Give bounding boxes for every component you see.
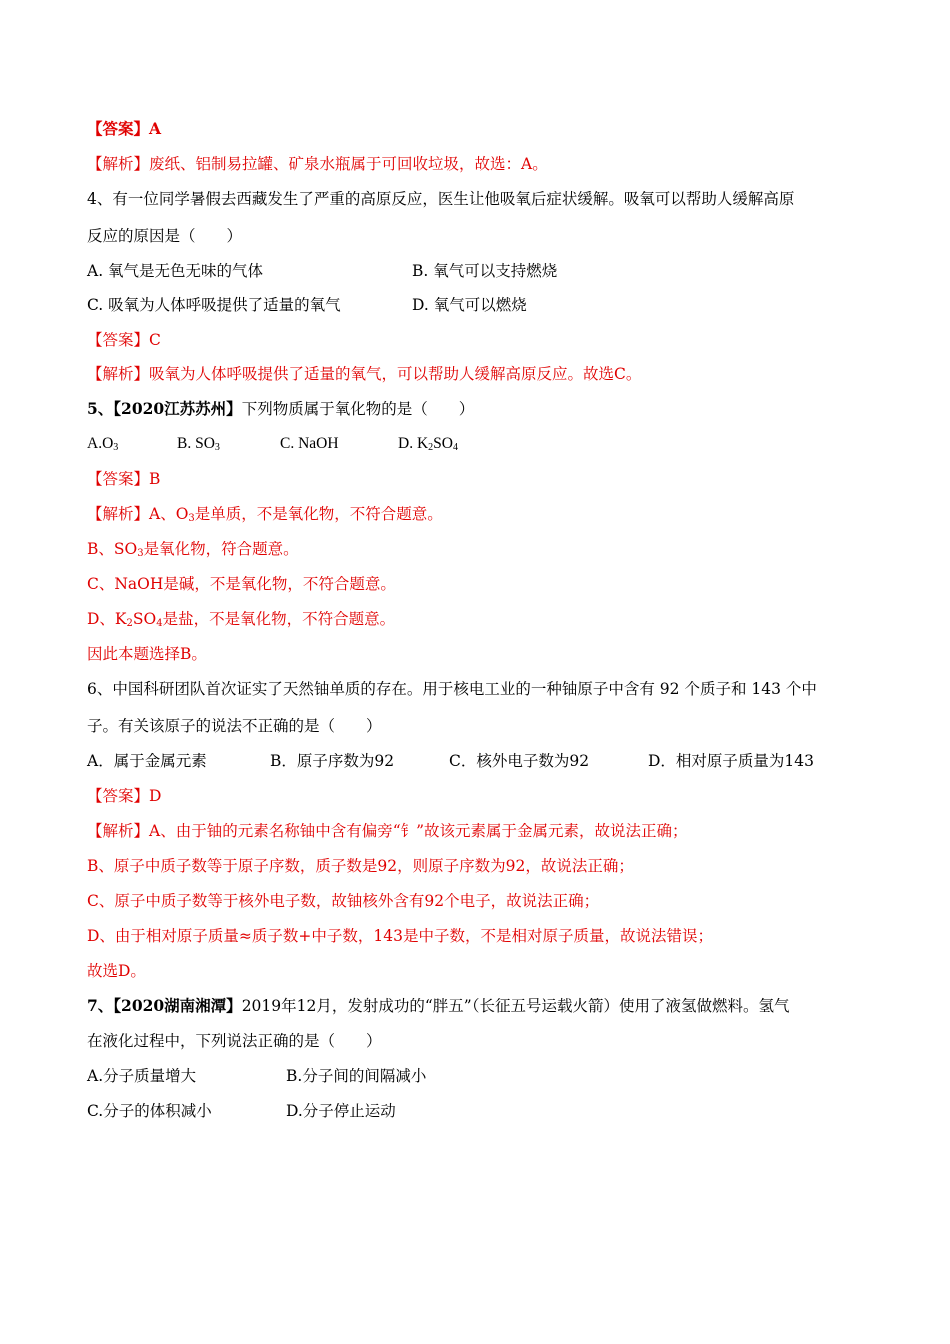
q6-option-c: C．核外电子数为92	[449, 752, 590, 770]
q7-source: 【2020湖南湘潭】	[113, 996, 242, 1015]
q5-option-d-sub-2: 4	[452, 442, 458, 453]
q5-analysis-2-sub: 3	[137, 548, 144, 559]
q4-option-a: A. 氧气是无色无味的气体	[87, 262, 264, 280]
q5-analysis-4-sub-1: 2	[126, 618, 133, 629]
q5-analysis-2	[87, 537, 864, 561]
q5-analysis-1-post: 是单质，不是氧化物，不符合题意。	[194, 505, 443, 523]
q6-option-b: B．原子序数为92	[270, 752, 395, 770]
q5-analysis-4-sub-2: 4	[156, 618, 163, 629]
q5-stem-text: 下列物质属于氧化物的是（ ）	[241, 400, 475, 418]
q5-analysis-1-sub: 3	[188, 513, 195, 524]
q7-stem-line-2: 在液化过程中，下列说法正确的是（ ）	[87, 1032, 382, 1050]
q6-analysis-2: B、原子中质子数等于原子序数，质子数是92，则原子序数为92，故说法正确；	[87, 857, 634, 875]
q5-option-c	[280, 432, 339, 456]
q5-stem	[87, 397, 864, 421]
q5-analysis-1-pre: 【解析】A、O	[87, 505, 189, 523]
q5-option-d	[398, 432, 458, 456]
q5-option-c-formula: NaOH	[298, 435, 339, 452]
q6-option-a: A．属于金属元素	[87, 752, 207, 770]
q4-answer: 【答案】C	[87, 331, 161, 349]
q6-option-d: D．相对原子质量为143	[648, 752, 815, 770]
q7-option-b: B.分子间的间隔减小	[286, 1067, 427, 1085]
q6-answer: 【答案】D	[87, 787, 162, 805]
q4-analysis: 【解析】吸氧为人体呼吸提供了适量的氧气，可以帮助人缓解高原反应。故选C。	[87, 365, 642, 383]
q4-stem-line-2: 反应的原因是（ ）	[87, 227, 243, 245]
q5-number: 5、	[87, 399, 114, 418]
q7-option-c: C.分子的体积减小	[87, 1102, 212, 1120]
q5-analysis-3: C、NaOH是碱，不是氧化物，不符合题意。	[87, 575, 396, 593]
q5-option-a-letter: A.	[87, 435, 103, 452]
q5-option-b-formula: SO	[195, 435, 215, 452]
q5-option-d-sub-1: 2	[428, 442, 434, 453]
q3-answer: 【答案】A	[87, 119, 162, 138]
q5-option-a-sub: 3	[113, 442, 119, 453]
q7-stem-line-1	[87, 994, 864, 1018]
q5-option-c-letter: C.	[280, 435, 295, 452]
q5-answer: 【答案】B	[87, 470, 161, 488]
q5-analysis-4	[87, 607, 864, 631]
q6-stem-line-2: 子。有关该原子的说法不正确的是（ ）	[87, 717, 382, 735]
q7-option-a: A.分子质量增大	[87, 1067, 197, 1085]
q5-analysis-2-pre: B、SO	[87, 540, 138, 558]
q7-number: 7、	[87, 996, 114, 1015]
q5-analysis-5: 因此本题选择B。	[87, 645, 207, 663]
q3-analysis: 【解析】废纸、铝制易拉罐、矿泉水瓶属于可回收垃圾，故选：A。	[87, 155, 548, 173]
q6-analysis-3: C、原子中质子数等于核外电子数，故铀核外含有92个电子，故说法正确；	[87, 892, 600, 910]
q6-analysis-4: D、由于相对原子质量≈质子数+中子数，143是中子数，不是相对原子质量，故说法错误；	[87, 927, 713, 945]
q5-option-a-formula: O	[102, 435, 114, 452]
q4-option-d: D. 氧气可以燃烧	[412, 296, 527, 314]
q5-analysis-4-mid: SO	[132, 610, 157, 628]
q5-analysis-1	[87, 502, 864, 526]
q4-option-c: C. 吸氧为人体呼吸提供了适量的氧气	[87, 296, 341, 314]
q5-source: 【2020江苏苏州】	[113, 399, 242, 418]
q5-option-d-letter: D.	[398, 435, 414, 452]
q5-option-a	[87, 432, 118, 456]
q7-option-d: D.分子停止运动	[286, 1102, 396, 1120]
q5-option-d-formula-1: K	[416, 435, 429, 452]
q4-stem-line-1: 4、有一位同学暑假去西藏发生了严重的高原反应，医生让他吸氧后症状缓解。吸氧可以帮助人缓解高原	[87, 190, 795, 208]
q7-stem-text: 2019年12月，发射成功的“胖五”（长征五号运载火箭）使用了液氢做燃料。氢气	[241, 997, 790, 1015]
q5-analysis-4-pre: D、K	[87, 610, 127, 628]
q5-option-b-sub: 3	[214, 442, 220, 453]
q5-analysis-2-post: 是氧化物，符合题意。	[143, 540, 299, 558]
q5-option-b	[177, 432, 220, 456]
q6-analysis-5: 故选D。	[87, 962, 146, 980]
q5-option-b-letter: B.	[177, 435, 192, 452]
q5-analysis-4-post: 是盐，不是氧化物，不符合题意。	[162, 610, 396, 628]
q6-analysis-1: 【解析】A、由于铀的元素名称铀中含有偏旁“钅”故该元素属于金属元素，故说法正确；	[87, 822, 688, 840]
q6-stem-line-1: 6、中国科研团队首次证实了天然铀单质的存在。用于核电工业的一种铀原子中含有 92 个质子和 143 个中	[87, 680, 817, 698]
q5-option-d-formula-2: SO	[433, 435, 453, 452]
q4-option-b: B. 氧气可以支持燃烧	[412, 262, 558, 280]
